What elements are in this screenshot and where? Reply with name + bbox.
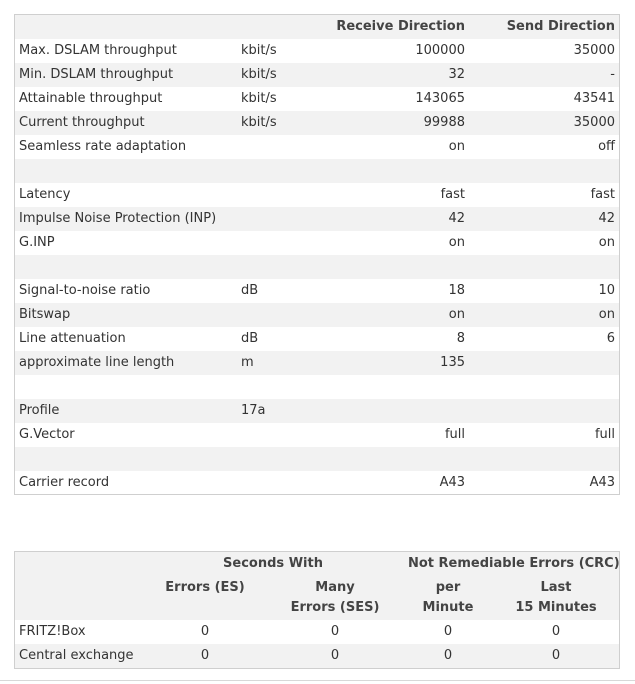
col-errors-es: Errors (ES) xyxy=(165,580,245,595)
value-send: A43 xyxy=(589,475,615,490)
table-row xyxy=(15,447,619,471)
error-table-header xyxy=(15,552,619,620)
value-last-15: 0 xyxy=(551,624,561,639)
row-label: Seamless rate adaptation xyxy=(19,139,187,154)
value-es: 0 xyxy=(200,648,210,663)
row-label: Attainable throughput xyxy=(19,91,163,106)
row-label: Bitswap xyxy=(19,307,71,322)
value-receive: fast xyxy=(440,187,465,202)
value-es: 0 xyxy=(200,624,210,639)
row-label: Min. DSLAM throughput xyxy=(19,67,174,82)
row-label: Central exchange xyxy=(19,648,134,663)
table-row xyxy=(15,399,619,423)
group-crc-errors: Not Remediable Errors (CRC) xyxy=(408,556,620,571)
row-label: Current throughput xyxy=(19,115,145,130)
group-seconds-with: Seconds With xyxy=(223,556,323,571)
value-send: - xyxy=(610,67,615,82)
error-stats-table xyxy=(14,551,620,669)
value-send: off xyxy=(598,139,615,154)
row-label: G.INP xyxy=(19,235,55,250)
table-row xyxy=(15,351,619,375)
col-last-label: Last xyxy=(540,580,572,595)
table-row xyxy=(15,423,619,447)
value-send: on xyxy=(598,307,615,322)
header-send-direction: Send Direction xyxy=(506,19,615,34)
value-receive: 32 xyxy=(448,67,465,82)
value-per-minute: 0 xyxy=(443,648,453,663)
table-row xyxy=(15,620,619,644)
table-row xyxy=(15,231,619,255)
value-send: 6 xyxy=(606,331,615,346)
row-label: approximate line length xyxy=(19,355,175,370)
row-unit: dB xyxy=(241,331,259,346)
col-errors-ses: Errors (SES) xyxy=(290,600,380,615)
table-row xyxy=(15,159,619,183)
row-unit: kbit/s xyxy=(241,115,277,130)
value-send: 43541 xyxy=(573,91,615,106)
value-receive: 8 xyxy=(456,331,465,346)
value-send: fast xyxy=(590,187,615,202)
row-label: Signal-to-noise ratio xyxy=(19,283,151,298)
value-receive: 143065 xyxy=(415,91,465,106)
value-send: on xyxy=(598,235,615,250)
row-unit: kbit/s xyxy=(241,91,277,106)
row-label: Impulse Noise Protection (INP) xyxy=(19,211,217,226)
table-row xyxy=(15,87,619,111)
row-unit: m xyxy=(241,355,254,370)
value-send: 35000 xyxy=(573,43,615,58)
bottom-divider xyxy=(0,680,635,681)
row-unit: dB xyxy=(241,283,259,298)
value-ses: 0 xyxy=(330,624,340,639)
row-label: Latency xyxy=(19,187,71,202)
row-label: Max. DSLAM throughput xyxy=(19,43,177,58)
col-last-15-minutes: 15 Minutes xyxy=(515,600,597,615)
value-receive: on xyxy=(448,235,465,250)
table-row xyxy=(15,207,619,231)
value-receive: 100000 xyxy=(415,43,465,58)
value-receive: 99988 xyxy=(423,115,465,130)
value-send: full xyxy=(594,427,615,442)
table-row xyxy=(15,471,619,495)
table-row xyxy=(15,644,619,668)
value-ses: 0 xyxy=(330,648,340,663)
value-send: 35000 xyxy=(573,115,615,130)
table-row xyxy=(15,63,619,87)
table-row xyxy=(15,327,619,351)
header-receive-direction: Receive Direction xyxy=(336,19,465,34)
row-unit: 17a xyxy=(241,403,266,418)
table-row xyxy=(15,135,619,159)
row-label: Carrier record xyxy=(19,475,110,490)
row-label: G.Vector xyxy=(19,427,75,442)
table-row xyxy=(15,39,619,63)
row-label: FRITZ!Box xyxy=(19,624,86,639)
row-label: Profile xyxy=(19,403,60,418)
value-per-minute: 0 xyxy=(443,624,453,639)
row-unit: kbit/s xyxy=(241,67,277,82)
table-row xyxy=(15,183,619,207)
value-receive: 42 xyxy=(448,211,465,226)
value-receive: full xyxy=(444,427,465,442)
table-row xyxy=(15,279,619,303)
table-row xyxy=(15,111,619,135)
value-receive: on xyxy=(448,307,465,322)
dsl-info-table xyxy=(14,14,620,495)
table-row xyxy=(15,255,619,279)
value-receive: 135 xyxy=(440,355,465,370)
value-send: 42 xyxy=(598,211,615,226)
value-send: 10 xyxy=(598,283,615,298)
table-row xyxy=(15,303,619,327)
value-last-15: 0 xyxy=(551,648,561,663)
table-header-row xyxy=(15,15,619,39)
table-row xyxy=(15,375,619,399)
value-receive: 18 xyxy=(448,283,465,298)
row-unit: kbit/s xyxy=(241,43,277,58)
col-per-minute: Minute xyxy=(422,600,474,615)
row-label: Line attenuation xyxy=(19,331,126,346)
value-receive: on xyxy=(448,139,465,154)
value-receive: A43 xyxy=(439,475,465,490)
col-per-label: per xyxy=(435,580,461,595)
col-many-label: Many xyxy=(315,580,355,595)
